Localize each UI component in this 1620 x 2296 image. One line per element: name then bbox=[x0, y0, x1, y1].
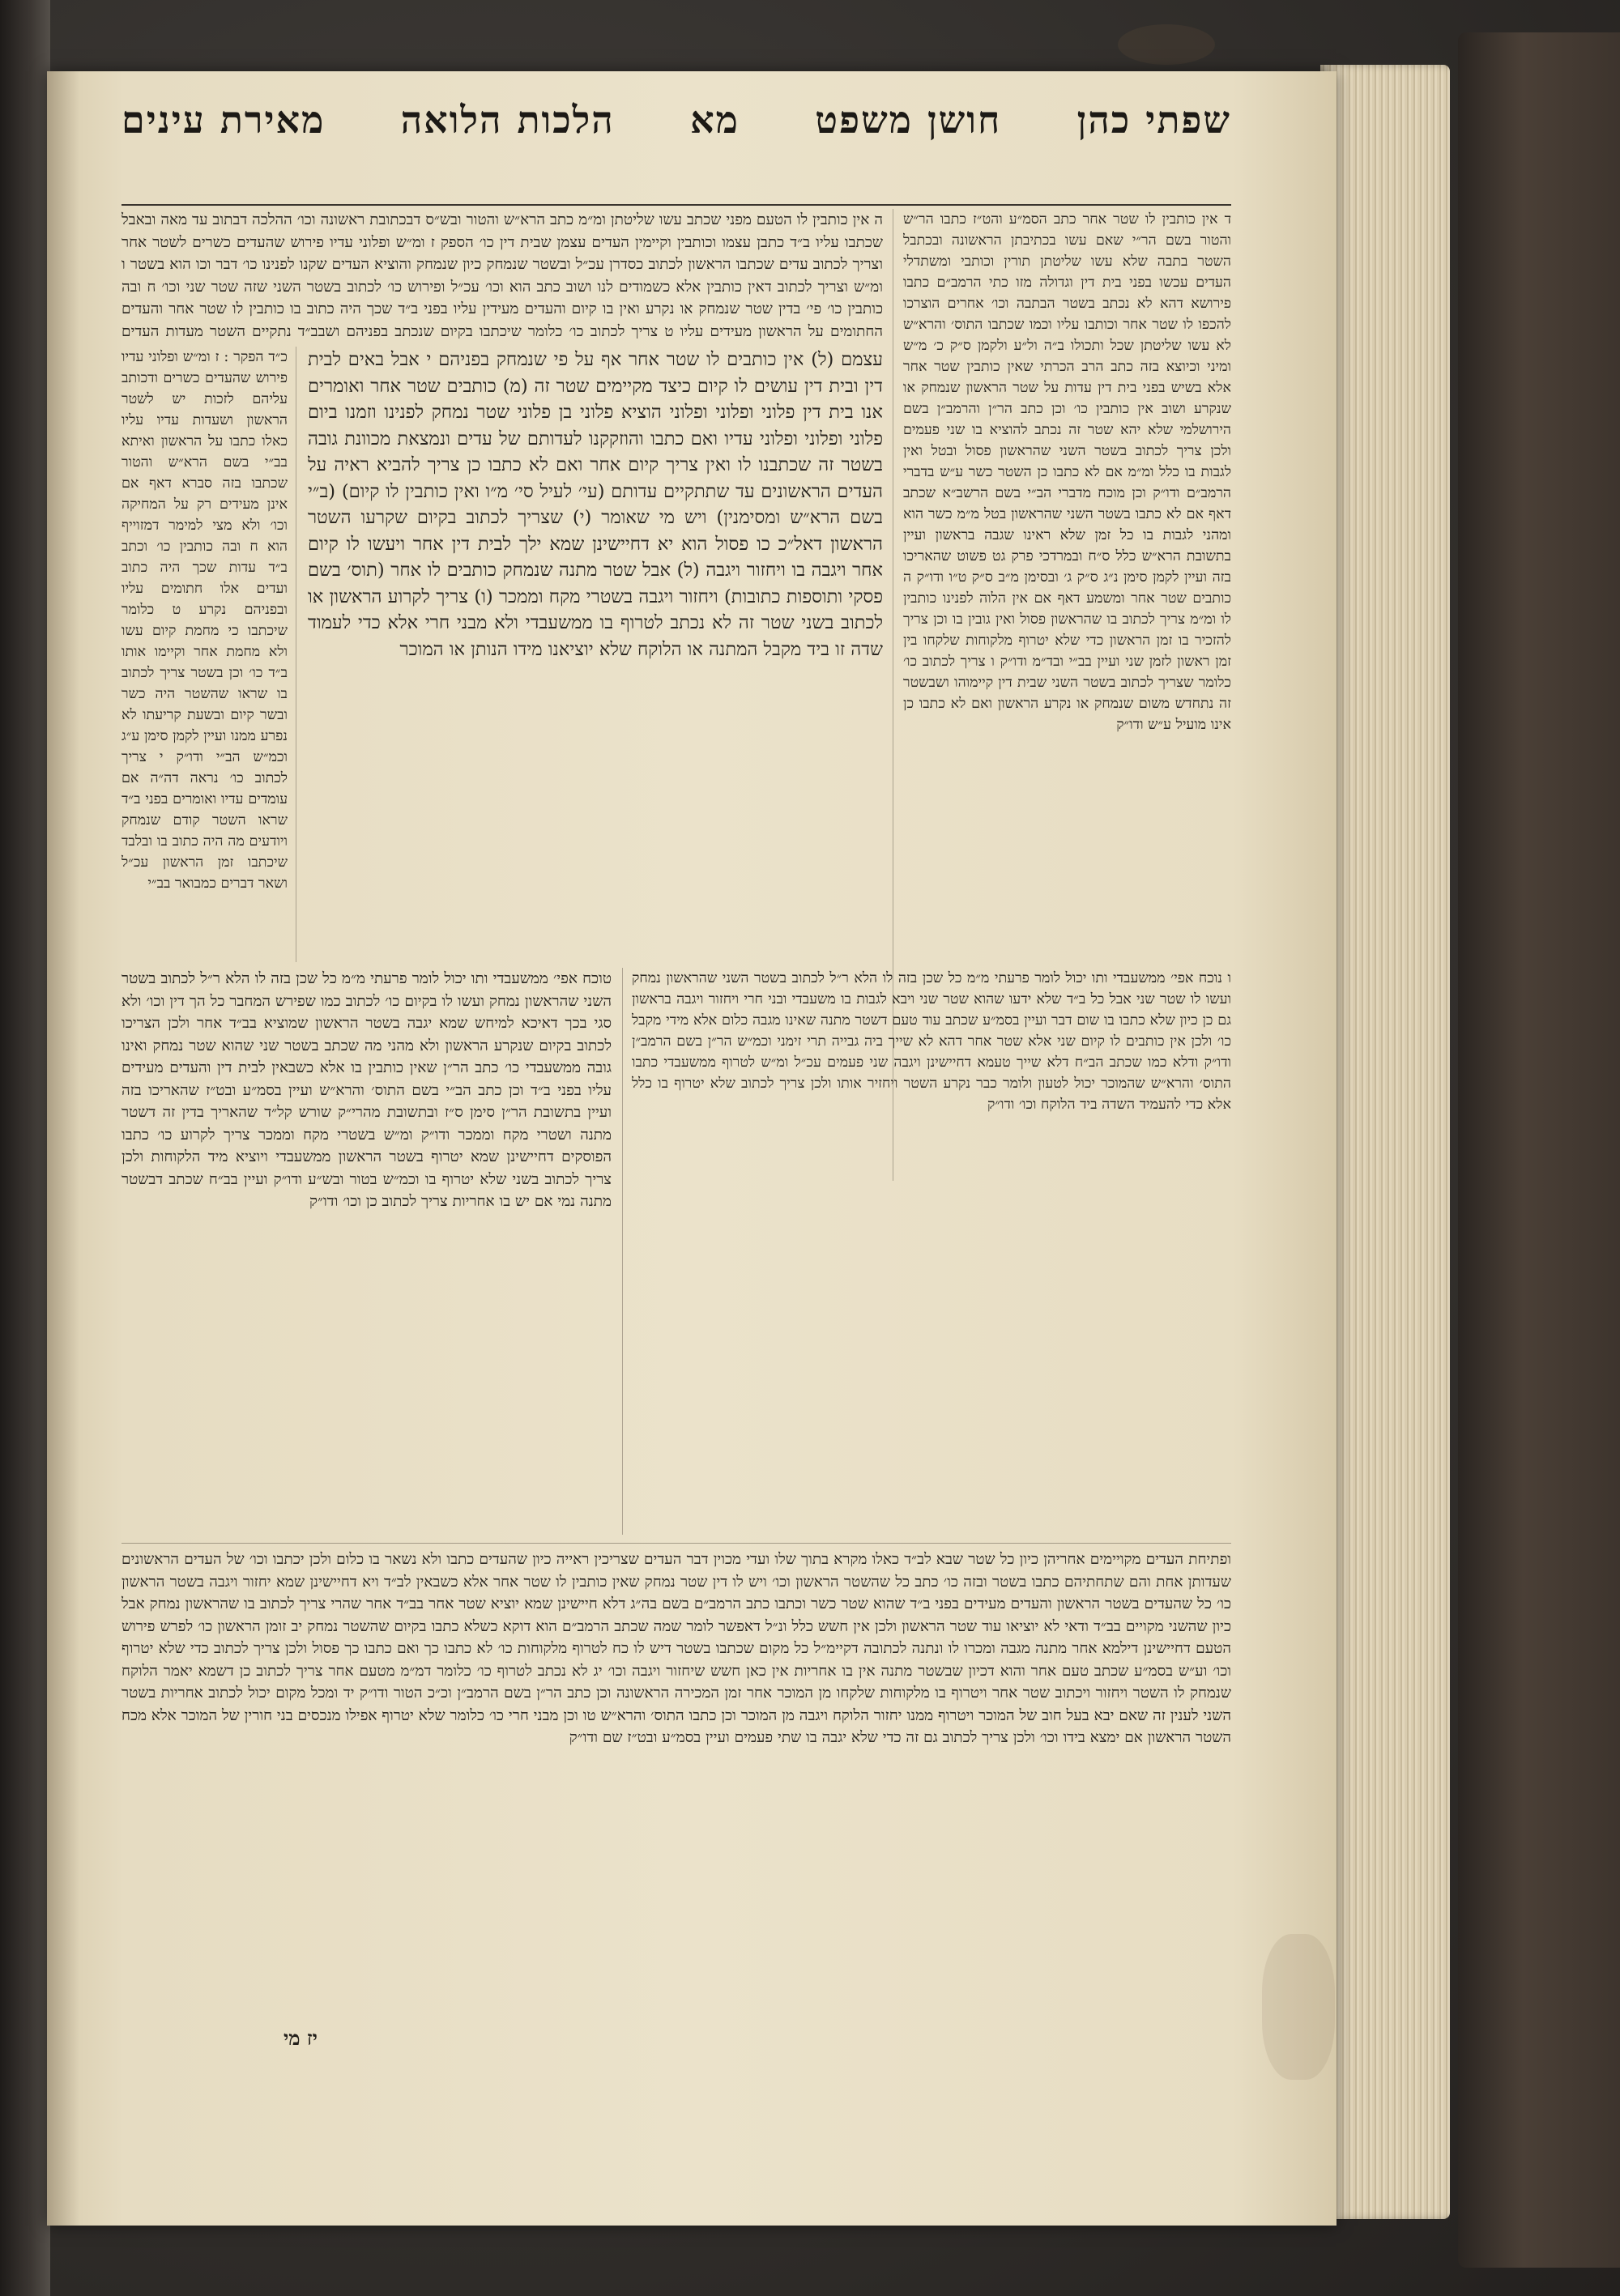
header-meirat-einayim: מאירת עינים bbox=[122, 98, 326, 142]
section-rule bbox=[122, 1543, 1231, 1544]
book-cover-right bbox=[1458, 32, 1620, 2268]
full-width-commentary: ופתיחת העדים מקויימים אחריהן כיון כל שטר שבא לב״ד כאלו מקרא בתוך שלו ועדי מכוין דבר העדים שצריכין ראייה כיון שהעדים כתבו ולא נשאר בו כלום ולכן יכתבו וכו׳ של העדים הראשונים שעדותן אחת והם שתחתיהם כתבו בשטר ובזה כו׳ כתב כל שהשטר הראשון וכו׳ ויש לו דין שטר נמחק שאין כותבין לו שטר אחר אלא כשבאין לב״ד ויא דחיישינן שמא יחזור ויגבה בשטר הראשון כו׳ כל שהעדים בשטר הראשון והעדים מעידים בפני ב״ד שהוא שטר כשר וכתבו כתב הרמב״ם בשם בה״ג דלא חיישינן שמא יוציא שטר אחר בב״ד אחר שהרי צריך לכתוב בו שהראשון נמחק אבל כיון שהשני מקויים בב״ד ודאי לא יוציאו עוד שטר הראשון ולכן אין חשש כלל ונ״ל דאפשר לומר שמה שכתב הרמב״ם הוא דוקא כשלא כתבו בקיום שהשטר נמחק יב זומן הראשון כו׳ לפרש פירוש הטעם דחיישינן דילמא אחר מתנה מגבה ומכרו לו ונתנה לכתובה דקיימ״ל כל מקום שכתבו בשטר דיש לו כח לטרוף מלקוחות כו׳ לא כתבו כך ואם כתבו כך פסול ולכן צריך לכתוב כדי שלא יטרוף וכו׳ וע״ש בסמ״ע שכתב טעם אחר והוא דכיון שבשטר מתנה אין בו אחריות אין כאן חשש שיחזור ויגבה וכו׳ יג לא נכתב לטרוף כו׳ כלומר דמ״מ מטעם אחר צריך לכתוב כן דשמא יאמר הלוקח שנמחק לו השטר ויחזור ויכתוב שטר אחר ויטרוף בו מלקוחות שלקחו מן המוכר אחר זמן המכירה הראשונה וכן כתב הר״ן בשם הרמב״ן וכ״כ הטור ודו״ק יד ומכל מקום יכול לכתוב אחריות בשטר השני לענין זה שאם יבא בעל חוב של המוכר ויטרוף ממנו יחזור הלוקח ויגבה מן המוכר וכן כתבו התוס׳ והרא״ש טו וכן מבני חרי כו׳ כלומר שלא יטרוף אפילו מנכסים בני חורין של המוכר אלא מכח השטר הראשון אם ימצא בידו וכו׳ ולכן צריך לכתוב גם זה כדי שלא יגבה בו שתי פעמים ועיין בסמ״ע ובט״ז שם ודו״ק bbox=[122, 1551, 1231, 1746]
meirat-einayim-side-column: כ״ד הפקר : ז ומ״ש ופלוני עדיו פירוש שהעדים כשרים ודכותב עליהם לזכות יש לשטר הראשון ושעדות עדיו עליו כאלו כתבו על הראשון ואיתא בב״י בשם הרא״ש והטור שכתבו בזה סברא דאף אם אינן מעידים רק על המחיקה וכו׳ ולא מצי למימר דמזוייף הוא ח ובה כותבין כו׳ וכתב ב״ד עדות שכך היה כתוב ועדים אלו חתומים עליו ובפניהם נקרע ט כלומר שיכתבו כי מחמת קיום עשו ולא מחמת אחר וקיימו אותו ב״ד כו׳ וכן בשטר צריך לכתוב בו שראו שהשטר היה כשר ובשר קיום ובשעת קריעתו לא נפרע ממנו ועיין לקמן סימן ע״ג וכמ״ש הב״י ודו״ק י צריך לכתוב כו׳ נראה דה״ה אם עומדים עדיו ואומרים בפני ב״ד שראו השטר קודם שנמחק ויודעים מה היה כתוב בו ובלבד שיכתבו זמן הראשון עכ״ל ושאר דברים כמבואר בב״י bbox=[122, 349, 288, 892]
meirat-einayim-lower-column: טוכח אפי׳ ממשעבדי ותו יכול לומר פרעתי מ״מ כל שכן בזה לו הלא ר״ל לכתוב בשטר השני שהראשון נמחק ועשו לו בקיום כו׳ לכתוב כמו שפירש המחבר כל הך דין וכו׳ ולא סגי בכך דאיכא למיחש שמא יגבה בשטר הראשון שמוציא בב״ד אחר ולכן הצריכו לכתוב בקיום שנקרע הראשון ולא מהני מה שכתב בשטר שני שהוא שטר נמחק ואינו גובה ממשעבדי כו׳ כתב הר״ן שאין כותבין בו אלא כשבאין לבית דין והעדים מעידים עליו בפני ב״ד וכן כתב הב״י בשם התוס׳ והרא״ש ועיין בסמ״ע ובט״ז שהאריכו בזה ועיין בתשובת הר״ן סימן ס״ז ובתשובת מהרי״ק שורש קל״ד שהאריך בדין זה דשטר מתנה ושטרי מקח וממכר ודו״ק ומ״ש בשטרי מקח וממכר צריך לקרוע כו׳ כתבו הפוסקים דחיישינן שמא יטרוף בשטר הראשון ממשעבדי ויוציא מיד הלקוחות ולכן צריך לכתוב בשני שלא יטרוף בו וכמ״ש בטור ובש״ע ודו״ק ועיין בב״ח שכתב דבשטר מתנה נמי אם יש בו אחריות צריך לכתוב כן וכו׳ ודו״ק bbox=[122, 970, 612, 1210]
page-edges bbox=[1320, 65, 1450, 2219]
page-number: מא bbox=[690, 98, 740, 142]
paper-stain bbox=[1118, 24, 1215, 65]
header-hilchot-halvaah: הלכות הלואה bbox=[400, 98, 615, 142]
shakh-lower-column: ו נוכח אפי׳ ממשעבדי ותו יכול לומר פרעתי מ״מ כל שכן בזה לו הלא ר״ל לכתוב בשטר השני שהראשון נמחק ועשו לו שטר שני אבל כל ב״ד שלא ידעו שהוא שטר שני ויבא לגבות בו משעבדי ובני חרי ויחזור ויגבה בראשון גם כן כיון שלא כתבו בו שום דבר ועיין בסמ״ע שכתב עוד טעם דשטר מתנה שאינו מגבה כלום אלא מידי מקבל כו׳ ולכן אין כותבים לו קיום שני אלא שטר אחר דהא לא שייך ביה גבייה תרי זימני וכמ״ש הר״ן בשם הרמב״ן ודו״ק ודלא כמו שכתב הב״ח דלא שייך טעמא דחיישינן ויגבה שני פעמים עכ״ל ומ״ש לטרוף ממשעבדי כתבו התוס׳ והרא״ש שהמוכר יכול לטעון ולומר כבר נקרע השטר ויחזיר אותו ולכן צריך לכתוב שלא יטרוף בו כלל אלא כדי להעמיד השדה ביד הלוקח וכו׳ ודו״ק bbox=[632, 970, 1231, 1113]
paper-stain bbox=[1262, 1934, 1335, 2080]
shulchan-aruch-main-text: עצמם (ל) אין כותבים לו שטר אחר אף על פי שנמחק בפניהם י אבל באים לבית דין ובית דין עושים לו קיום כיצד מקיימים שטר זה (מ) כותבים שטר אחר ואומרים אנו בית דין פלוני ופלוני ופלוני הוציא פלוני בן פלוני שטר נמחק לפנינו וזמנו ביום פלוני ופלוני ופלוני עדיו ואם כתבו והוזקקנו לעדותם של עדים ונמצאת מכוונת גובה בשטר זה שכתבנו לו ואין צריך קיום אחר ואם לא כתבו כן צריך להביא ראיה על העדים הראשונים עד שתתקיים עדותם (עי׳ לעיל סי׳ מ״ו ואין כותבין לו קיום) (ב״י בשם הרא״ש ומסימנין) ויש מי שאומר (י) שצריך לכתוב בקיום שקרעו השטר הראשון דאל״כ כו פסול הוא יא דחיישינן שמא ילך לבית דין אחר ויעשו לו קיום אחר ויגבה בו ויחזור ויגבה (ל) אבל שטר מתנה שנמחק כותבים לו אחר (תוס׳ בשם פסקי ותוספות כתובות) ויחזור ויגבה בשטרי מקח וממכר (ו) צריך לקרוע הראשון או לכתוב בשני שטר זה לא נכתב לטרוף בו ממשעבדי ולא מבני חרי אלא כדי לעמוד שדה זו ביד מקבל המתנה או הלוקח שלא יוציאנו מידו הנותן או המוכר bbox=[308, 349, 883, 660]
catchword: יז מי bbox=[284, 2026, 318, 2050]
running-header bbox=[122, 87, 1231, 152]
header-choshen-mishpat: חושן משפט bbox=[815, 98, 1002, 142]
book-binding-left bbox=[0, 0, 50, 2296]
header-rule bbox=[122, 204, 1231, 206]
column-divider bbox=[622, 968, 623, 1535]
header-shakh: שפתי כהן bbox=[1076, 98, 1231, 142]
meirat-einayim-top-block: ה אין כותבין לו הטעם מפני שכתב עשו שליטתן ומ״מ כתב הרא״ש והטור ובש״ס דבכתובת ראשונה וכו׳ ההלכה דבתוב עד מאה ובאבל שכתבו עליו ב״ד כתבן עצמו וכותבין וקיימין העדים עצמן שבית דין כו׳ הספק ז ומ״ש ופלוני עדיו פירוש שהעדים כשרים לשטר אחר וצריך לכתוב עדים שכתבו הראשון לכתוב כסדרן עכ״ל ובשטר שנמחק כיון שנמחק והוציא העדים שקנו לפנינו כו׳ דבר וכו הוא בשטר ו ומ״ש וצריך לכתוב דאין כותבין אלא כשמודים לנו ושוב כתב הוא וכו׳ עכ״ל ופירוש כו׳ לכתוב בשטר השני שזה שטר שני וכו׳ ח ובה כותבין כו׳ פי׳ בדין שטר שנמחק או נקרע ואין בו קיום והעדים מעידין עליו בפני ב״ד שכך היה כתוב בו כותבין לו שטר אחר והעדים החתומים על הראשון מעידים עליו ט צריך לכתוב כו׳ כלומר שיכתבו בקיום שנכתב בפניהם ושבב״ד נתקיים השטר מעדות העדים bbox=[122, 211, 883, 339]
shakh-commentary-column: ד אין כותבין לו שטר אחר כתב הסמ״ע והט״ז כתבו הר״ש והטור בשם הר״י שאם עשו בכתיבתן הראשונה ובכתבל השטר בתבה שלא עשו שליטתן תורין וכותבי ומשתדלי העדים עכשו בפני בית דין וגדולה מזו כתי הרמב״ם כתבו פירושא דהא לא נכתב בשטר הבתבה וכו׳ אחרים הוצרכו להכפו לו שטר אחר וכותבו עליו וכמו שכתבו התוס׳ והרא״ש לא עשו שליטתן שכל ותכולו ב״ה ול״ע ולקמן ס״ק כ׳ מ״ש ומיני וכיוצא בזה כתב הרב הכרתי שאין כותבין שטר אחר אלא בשיש בפני בית דין עדות על שטר הראשון שנמחק או שנקרע ושוב אין כותבין כו׳ וכן כתב הר״ן והרמב״ן בשם הירושלמי שלא יהא שטר זה נכתב להוציא בו שני פעמים ולכן צריך לכתוב בשטר השני שהראשון פסול ובטל ואין לגבות בו כלל ומ״מ אם לא כתבו כן השטר כשר ע״ש בדברי הרמב״ם ודו״ק וכן מוכח מדברי הב״י בשם הרשב״א שכתב דאף אם לא כתבו בשטר השני שהראשון בטל מ״מ כשר הוא ומהני לגבות בו כל זמן שלא ראינו שגבה בראשון ועיין בתשובת הרא״ש כלל ס״ח ובמרדכי פרק גט פשוט שהאריכו בזה ועיין לקמן סימן נ״ג ס״ק ג׳ ובסימן מ״ב ס״ק ט״ו ודו״ק ה כותבים שטר אחר ומשמע דאף אם אין הלוה לפנינו כותבין לו ומ״מ צריך לכתוב בו שהראשון פסול ואין גובין בו וכן צריך להזכיר בו זמן הראשון כדי שלא יטרוף מלקוחות שלקחו בין זמן ראשון לזמן שני ועיין בב״י ובד״מ ודו״ק ו צריך לכתוב כו׳ כלומר שצריך לכתוב בשטר השני שבית דין קיימוהו ושבשטר זה נתחדש משום שנמחק או נקרע הראשון ואם לא כתבו כן אינו מועיל ע״ש ודו״ק bbox=[903, 211, 1231, 733]
